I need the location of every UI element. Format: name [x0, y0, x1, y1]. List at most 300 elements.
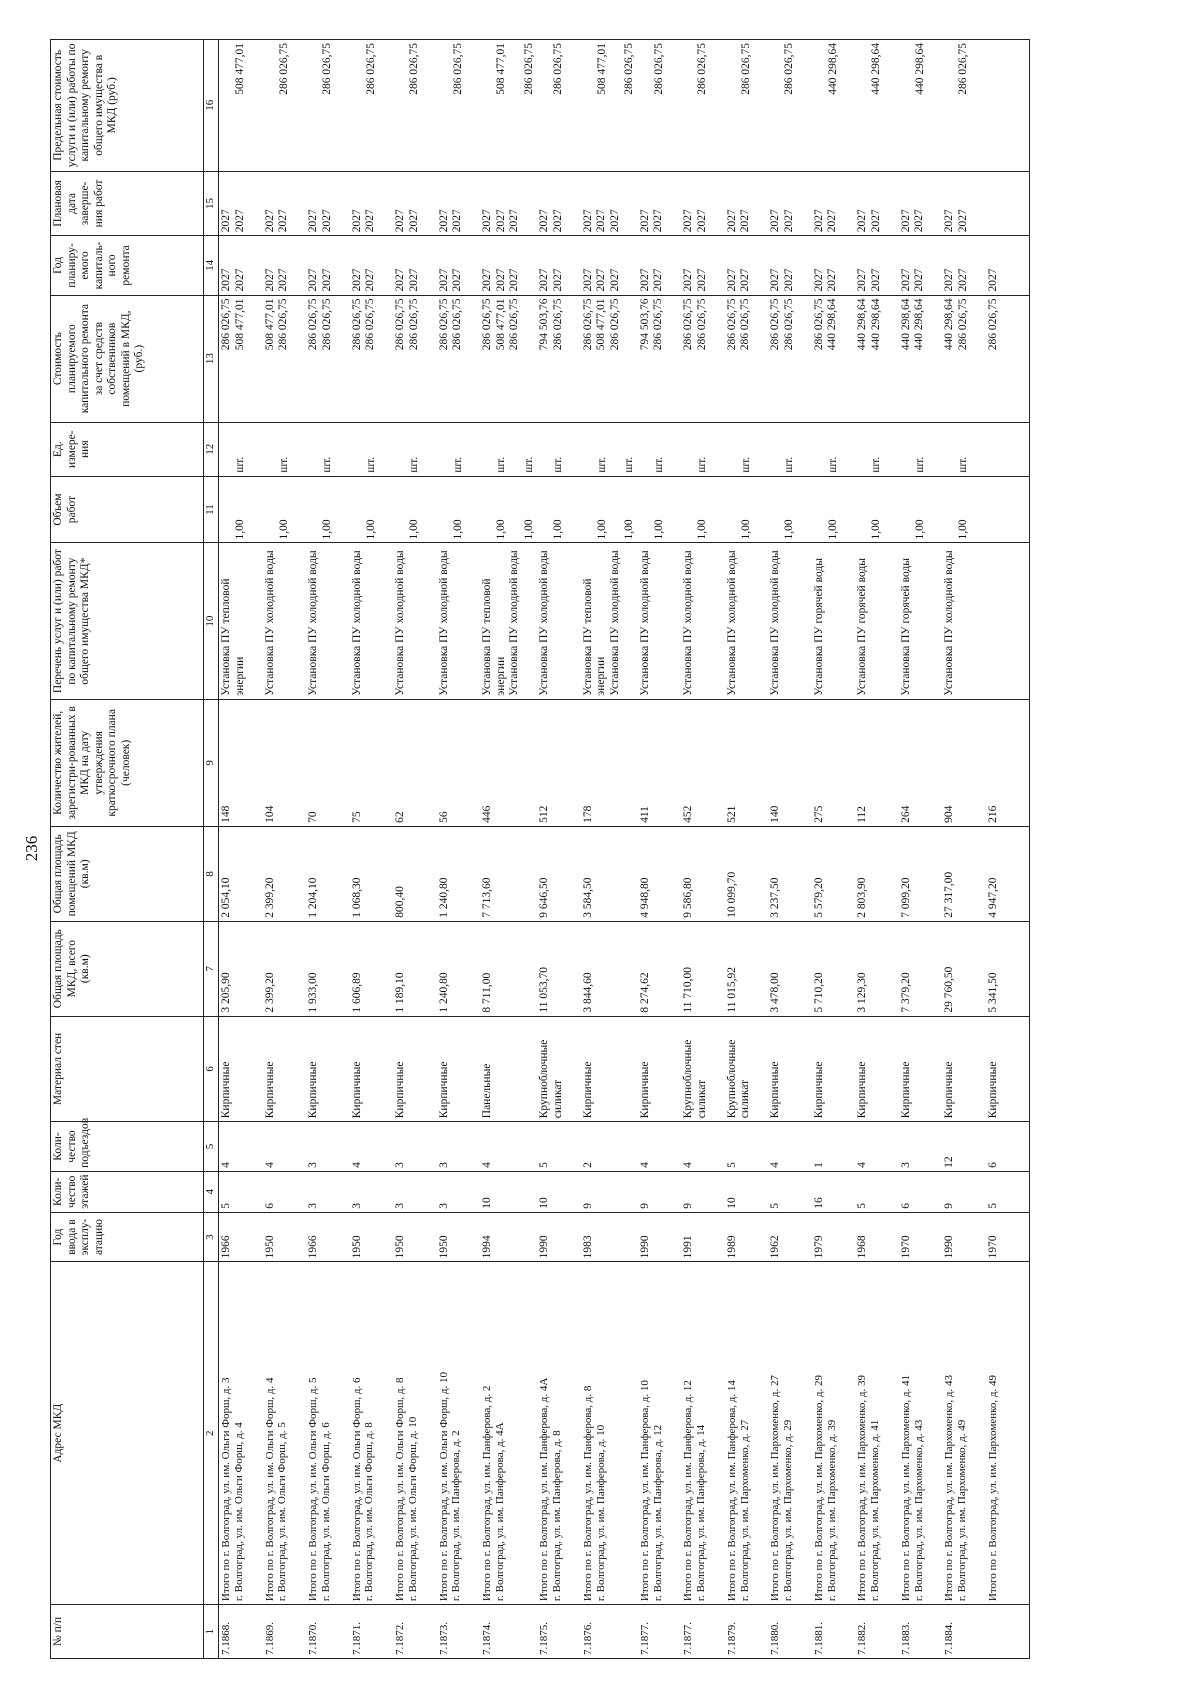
cost: 286 026,75 [551, 298, 564, 351]
total-value: 3 129,30 [856, 972, 869, 1013]
total-value: 5 [725, 1162, 738, 1168]
cost: 508 477,01 [494, 298, 507, 351]
row-number-cell [306, 1605, 350, 1659]
plan-year: 2027 [826, 268, 839, 292]
total-value: 1990 [538, 1235, 551, 1259]
limit-cell [219, 40, 263, 172]
total-value: 4 [856, 1162, 869, 1168]
cost: 286 026,75 [277, 298, 290, 351]
total-cost: 286 026,75 [350, 298, 363, 351]
row-number: 7.1869. [263, 1622, 276, 1655]
total-value: 264 [899, 805, 912, 823]
plan-year-cell [681, 236, 725, 295]
plan-year-cell [537, 236, 581, 295]
data-cell [899, 1016, 943, 1122]
total-date: 2027 [263, 209, 276, 233]
total-label: Итого по г. Волгоград, ул. им. Пархоменко, д. 43 [943, 1375, 956, 1602]
address-cell [480, 1262, 537, 1605]
volume: 1,00 [495, 519, 507, 540]
limit: 508 477,01 [495, 43, 507, 95]
data-cell [581, 1212, 638, 1262]
data-cell [768, 826, 812, 921]
data-cell [855, 1212, 899, 1262]
data-cell [942, 1016, 986, 1122]
plan-year: 2027 [494, 268, 507, 292]
total-value: 1970 [986, 1235, 999, 1259]
total-date: 2027 [943, 209, 956, 233]
table-row [393, 40, 437, 1659]
value: 2 399,20 [263, 877, 276, 918]
data-cell [263, 1171, 307, 1212]
data-cell [350, 1171, 394, 1212]
data-cell [899, 699, 943, 826]
column-header: Материал стен [51, 1016, 204, 1122]
row-number-cell [681, 1605, 725, 1659]
data-cell [855, 699, 899, 826]
value: 6 [263, 1203, 276, 1209]
value: Кирпичные [263, 1061, 276, 1119]
address: г. Волгоград, ул. им. Ольги Форш, д. 8 [363, 1422, 376, 1602]
value: Кирпичные [307, 1061, 319, 1119]
total-cost: 286 026,75 [581, 298, 594, 351]
unit: шт. [739, 456, 752, 473]
value: 1 933,00 [307, 972, 319, 1013]
row-number-cell [480, 1605, 537, 1659]
plan-year: 2027 [782, 268, 795, 292]
unit-cell [306, 422, 350, 476]
cost-cell [812, 295, 856, 422]
cost-cell [942, 295, 986, 422]
end-date: 2027 [320, 209, 333, 233]
column-number: 9 [204, 699, 219, 826]
total-value: 5 [986, 1203, 999, 1209]
data-cell [263, 826, 307, 921]
table-row [899, 40, 943, 1659]
value: 2 399,20 [263, 972, 276, 1013]
value: 3 844,60 [581, 972, 594, 1013]
value: 75 [350, 811, 363, 823]
value: 8 711,00 [481, 972, 493, 1013]
work-cell [942, 543, 986, 699]
cost-cell [537, 295, 581, 422]
row-number-cell [812, 1605, 856, 1659]
end-date-cell [681, 171, 725, 236]
total-date: 2027 [538, 209, 551, 233]
total-year: 2027 [263, 268, 276, 292]
value: 2 [581, 1162, 594, 1168]
data-cell [899, 826, 943, 921]
work-cell [263, 543, 307, 699]
work-item: Установка ПУ холодной воды [943, 550, 956, 696]
work-cell [855, 543, 899, 699]
data-cell [537, 1122, 581, 1172]
value: 148 [220, 805, 232, 823]
table-row [855, 40, 899, 1659]
data-cell [263, 1122, 307, 1172]
unit-cell [942, 422, 986, 476]
table-row [350, 40, 394, 1659]
table-row [681, 40, 725, 1659]
address-cell [855, 1262, 899, 1605]
work-item: Установка ПУ холодной воды [725, 550, 738, 696]
unit-cell [725, 422, 769, 476]
volume-cell [263, 476, 307, 543]
total-value: Кирпичные [856, 1061, 869, 1119]
value: 7 713,60 [481, 877, 493, 918]
data-cell [638, 1122, 682, 1172]
column-header: Год планиру-емого капиталь-ного ремонта [51, 236, 204, 295]
cost-cell [393, 295, 437, 422]
total-value: 1990 [943, 1235, 956, 1259]
end-date: 2027 [869, 209, 882, 233]
address-cell [581, 1262, 638, 1605]
address-cell [638, 1262, 682, 1605]
end-date-cell [393, 171, 437, 236]
column-header: Объем работ [51, 476, 204, 543]
data-cell [725, 1212, 769, 1262]
table-row [537, 40, 581, 1659]
cost-cell [768, 295, 812, 422]
total-cost: 794 503,76 [538, 298, 551, 351]
data-cell [393, 826, 437, 921]
plan-year: 2027 [595, 268, 608, 292]
data-cell [480, 1171, 537, 1212]
data-cell [855, 1016, 899, 1122]
end-date: 2027 [826, 209, 839, 233]
work-item: Установка ПУ холодной воды [638, 550, 651, 696]
plan-year: 2027 [277, 268, 290, 292]
data-cell [393, 1122, 437, 1172]
volume-cell [855, 476, 899, 543]
total-cost: 440 298,64 [943, 298, 956, 351]
data-cell [942, 826, 986, 921]
total-value: 10 [538, 1197, 551, 1209]
plan-year-cell [855, 236, 899, 295]
plan-year-cell [899, 236, 943, 295]
data-cell [855, 1122, 899, 1172]
value: 3 [394, 1162, 406, 1168]
cost: 286 026,75 [508, 298, 521, 351]
total-value: 29 760,50 [943, 966, 956, 1013]
total-value: 4 [769, 1162, 782, 1168]
total-value: 1 [812, 1162, 825, 1168]
data-cell [437, 1212, 481, 1262]
limit-cell [393, 40, 437, 172]
row-number: 7.1870. [307, 1622, 319, 1655]
data-cell [681, 826, 725, 921]
cost-cell [638, 295, 682, 422]
data-cell [306, 826, 350, 921]
total-value: 9 646,50 [538, 877, 551, 918]
plan-year-cell [638, 236, 682, 295]
work-cell [986, 543, 1030, 699]
data-cell [306, 1016, 350, 1122]
address: г. Волгоград, ул. им. Панферова, д. 4А [493, 1422, 506, 1602]
table-row [942, 40, 986, 1659]
column-number: 10 [204, 543, 219, 699]
cost: 286 026,75 [608, 298, 621, 351]
total-value: 5 [538, 1162, 551, 1168]
column-number: 12 [204, 422, 219, 476]
total-year: 2027 [856, 268, 869, 292]
total-cost: 286 026,75 [437, 298, 450, 351]
cost-cell [725, 295, 769, 422]
value: Кирпичные [220, 1061, 232, 1119]
cost: 286 026,75 [407, 298, 420, 351]
unit-cell [681, 422, 725, 476]
limit-cell [681, 40, 725, 172]
total-year: 2027 [350, 268, 363, 292]
cost: 286 026,75 [652, 298, 665, 351]
row-number: 7.1873. [437, 1622, 450, 1655]
value: 1 240,80 [437, 972, 450, 1013]
total-value: Кирпичные [638, 1061, 651, 1119]
data-cell [768, 1212, 812, 1262]
data-cell [219, 1212, 263, 1262]
plan-year-cell [306, 236, 350, 295]
data-cell [812, 1016, 856, 1122]
cost: 286 026,75 [320, 298, 333, 351]
data-cell [537, 699, 581, 826]
total-value: 5 [769, 1203, 782, 1209]
data-cell [480, 699, 537, 826]
limit-cell [638, 40, 682, 172]
total-value: 521 [725, 805, 738, 823]
cost-cell [480, 295, 537, 422]
data-cell [306, 1122, 350, 1172]
total-value: 512 [538, 805, 551, 823]
address: г. Волгоград, ул. им. Панферова, д. 10 [594, 1424, 607, 1602]
address: г. Волгоград, ул. им. Панферова, д. 14 [695, 1424, 708, 1602]
value: 1950 [350, 1235, 363, 1259]
plan-year: 2027 [364, 268, 377, 292]
total-value: 4 [638, 1162, 651, 1168]
total-value: 5 710,20 [812, 972, 825, 1013]
limit: 286 026,75 [552, 43, 565, 95]
plan-year: 2027 [869, 268, 882, 292]
end-date: 2027 [695, 209, 708, 233]
cost-cell [263, 295, 307, 422]
data-cell [725, 826, 769, 921]
limit-cell [986, 40, 1030, 172]
value: 4 [220, 1162, 232, 1168]
total-value: 7 379,20 [899, 972, 912, 1013]
address-cell [393, 1262, 437, 1605]
table-row [437, 40, 481, 1659]
volume: 1,00 [234, 519, 246, 540]
volume: 1,00 [870, 519, 883, 540]
total-value: Крупноблочные силикат [538, 1039, 564, 1119]
data-cell [219, 921, 263, 1016]
work-item: Установка ПУ горячей воды [899, 558, 912, 696]
total-label: Итого по г. Волгоград, ул. им. Ольги Форш, д. 8 [394, 1377, 406, 1602]
table-body [219, 40, 1030, 1659]
end-date-cell [725, 171, 769, 236]
end-date-cell [986, 171, 1030, 236]
row-number: 7.1875. [538, 1622, 551, 1655]
data-cell [812, 1122, 856, 1172]
data-cell [263, 1016, 307, 1122]
total-value: 11 710,00 [682, 967, 695, 1013]
limit: 286 026,75 [696, 43, 709, 95]
unit: шт. [522, 456, 535, 473]
value: 3 [437, 1162, 450, 1168]
row-number: 7.1872. [394, 1622, 406, 1655]
unit: шт. [870, 456, 883, 473]
value: 1 068,30 [350, 877, 363, 918]
value: Панельные [481, 1063, 493, 1119]
limit: 286 026,75 [522, 43, 535, 95]
column-header: Предельная стоимость услуги и (или) работы по капитальному ремонту общего имущества в МКД (руб.) [51, 40, 204, 172]
total-value: 140 [769, 805, 782, 823]
total-value: 4 948,80 [638, 877, 651, 918]
total-label: Итого по г. Волгоград, ул. им. Панферова, д. 2 [481, 1385, 493, 1602]
total-value: 11 053,70 [538, 967, 551, 1013]
total-cost: 286 026,75 [769, 298, 782, 351]
total-value: 4 947,20 [986, 877, 999, 918]
unit: шт. [277, 456, 290, 473]
work-item: Установка ПУ холодной воды [608, 550, 621, 696]
address: г. Волгоград, ул. им. Пархоменко, д. 43 [912, 1419, 925, 1602]
value: 1966 [307, 1235, 319, 1259]
volume-cell [350, 476, 394, 543]
value: 800,40 [394, 886, 406, 918]
volume-cell [437, 476, 481, 543]
total-date: 2027 [481, 209, 493, 233]
unit-cell [899, 422, 943, 476]
limit: 286 026,75 [321, 43, 333, 95]
address-cell [812, 1262, 856, 1605]
total-value: 9 [638, 1203, 651, 1209]
data-cell [437, 921, 481, 1016]
data-cell [812, 1171, 856, 1212]
data-cell [638, 699, 682, 826]
total-value: 275 [812, 805, 825, 823]
total-date: 2027 [899, 209, 912, 233]
end-date-cell [581, 171, 638, 236]
data-cell [393, 921, 437, 1016]
data-cell [537, 921, 581, 1016]
data-cell [306, 921, 350, 1016]
data-cell [986, 921, 1030, 1016]
data-cell [437, 1122, 481, 1172]
total-cost: 286 026,75 [986, 298, 999, 351]
total-cost: 794 503,76 [638, 298, 651, 351]
row-number-cell [855, 1605, 899, 1659]
total-date: 2027 [350, 209, 363, 233]
table-row [219, 40, 263, 1659]
total-value: 16 [812, 1197, 825, 1209]
data-cell [480, 921, 537, 1016]
data-cell [812, 1212, 856, 1262]
data-cell [986, 699, 1030, 826]
address-cell [350, 1262, 394, 1605]
total-label: Итого по г. Волгоград, ул. им. Панферова, д. 14 [725, 1380, 738, 1602]
address-cell [437, 1262, 481, 1605]
value: 3 [350, 1203, 363, 1209]
total-label: Итого по г. Волгоград, ул. им. Пархоменко, д. 39 [856, 1375, 869, 1602]
value: 2 054,10 [220, 877, 232, 918]
total-year: 2027 [220, 268, 232, 292]
end-date: 2027 [608, 209, 621, 233]
total-year: 2027 [638, 268, 651, 292]
cost: 440 298,64 [826, 298, 839, 351]
total-cost: 286 026,75 [812, 298, 825, 351]
unit-cell [855, 422, 899, 476]
plan-year: 2027 [913, 268, 926, 292]
volume: 1,00 [552, 519, 565, 540]
total-year: 2027 [307, 268, 319, 292]
cost: 286 026,75 [782, 298, 795, 351]
table-row [986, 40, 1030, 1659]
unit-cell [263, 422, 307, 476]
end-date-cell [219, 171, 263, 236]
value: 1 204,10 [307, 877, 319, 918]
data-cell [942, 1171, 986, 1212]
cost: 508 477,01 [595, 298, 608, 351]
data-cell [725, 921, 769, 1016]
plan-year-cell [581, 236, 638, 295]
repair-plan-table [50, 39, 1030, 1659]
value: Кирпичные [394, 1061, 406, 1119]
limit: 286 026,75 [783, 43, 796, 95]
end-date-cell [942, 171, 986, 236]
total-year: 2027 [581, 268, 594, 292]
data-cell [942, 921, 986, 1016]
data-cell [768, 699, 812, 826]
data-cell [986, 1212, 1030, 1262]
limit-cell [899, 40, 943, 172]
value: 178 [581, 805, 594, 823]
total-value: 6 [986, 1162, 999, 1168]
total-value: Кирпичные [943, 1061, 956, 1119]
work-item: Установка ПУ холодной воды [350, 550, 363, 696]
total-year: 2027 [943, 268, 956, 292]
unit-cell [768, 422, 812, 476]
volume: 1,00 [522, 519, 535, 540]
row-number-cell [393, 1605, 437, 1659]
row-number: 7.1871. [350, 1622, 363, 1655]
data-cell [306, 1212, 350, 1262]
limit: 286 026,75 [451, 43, 464, 95]
volume: 1,00 [277, 519, 290, 540]
unit: шт. [451, 456, 464, 473]
column-header: Перечень услуг и (или) работ по капитальному ремонту общего имущества МКД* [51, 543, 204, 699]
total-value: 10 [725, 1197, 738, 1209]
limit-cell [768, 40, 812, 172]
data-cell [537, 1171, 581, 1212]
value: 3 [437, 1203, 450, 1209]
data-cell [681, 921, 725, 1016]
end-date: 2027 [551, 209, 564, 233]
total-label: Итого по г. Волгоград, ул. им. Ольги Форш, д. 3 [220, 1377, 232, 1602]
total-date: 2027 [307, 209, 319, 233]
data-cell [219, 1122, 263, 1172]
end-date: 2027 [508, 209, 521, 233]
cost: 508 477,01 [233, 298, 246, 351]
end-date: 2027 [739, 209, 752, 233]
address-cell [681, 1262, 725, 1605]
end-date: 2027 [407, 209, 420, 233]
data-cell [725, 1171, 769, 1212]
row-number: 7.1883. [899, 1622, 912, 1655]
value: 1 606,89 [350, 972, 363, 1013]
data-cell [480, 1122, 537, 1172]
data-cell [393, 1171, 437, 1212]
total-year: 2027 [899, 268, 912, 292]
total-value: 3 478,00 [769, 972, 782, 1013]
data-cell [581, 1171, 638, 1212]
